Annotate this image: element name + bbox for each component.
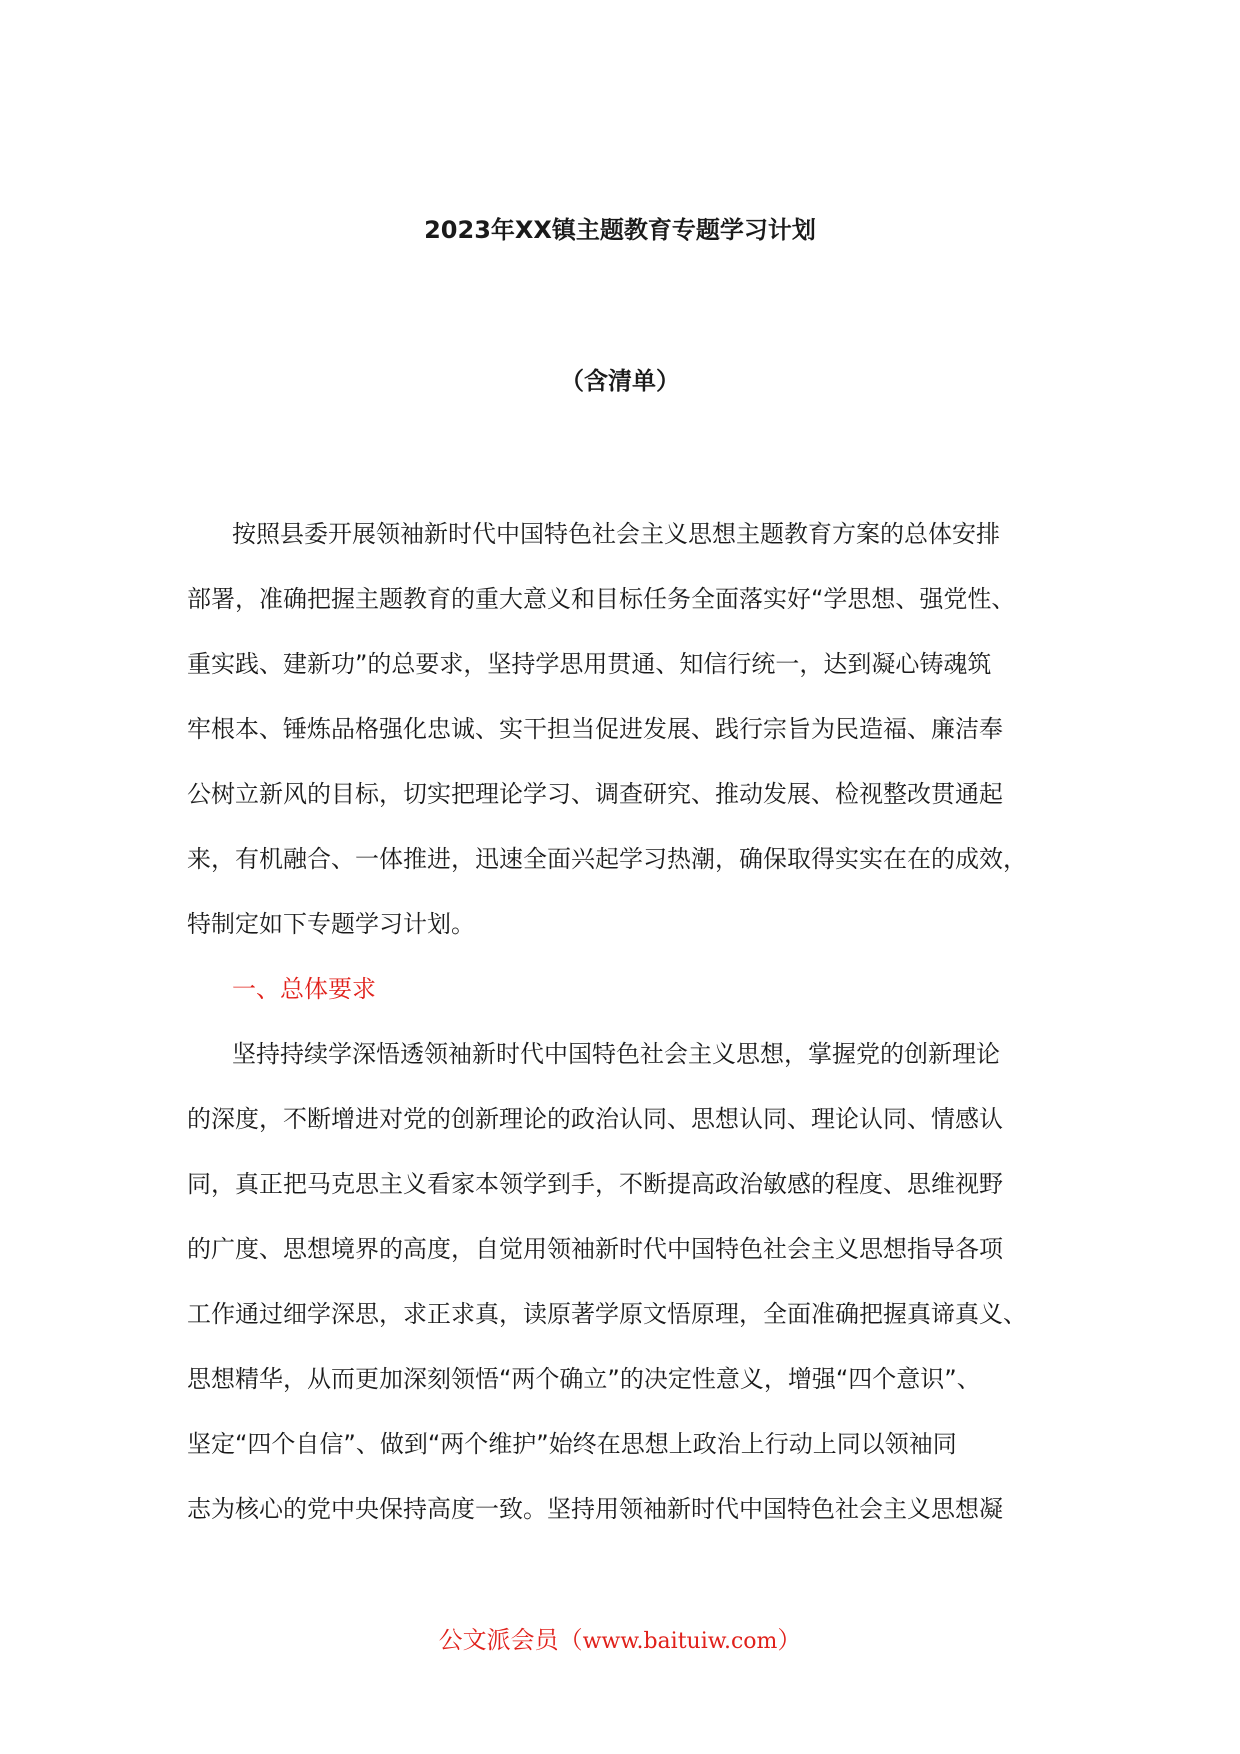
paragraph-line: 志为核心的党中央保持高度一致。坚持用领袖新时代中国特色社会主义思想凝 [187,1495,1003,1523]
paragraph-line: 部署，准确把握主题教育的重大意义和目标任务全面落实好“学思想、强党性、 [187,585,1016,613]
paragraph-line: 重实践、建新功”的总要求，坚持学思用贯通、知信行统一，达到凝心铸魂筑 [187,650,992,678]
document-title: 2023年XX镇主题教育专题学习计划 [424,216,816,244]
paragraph-line: 的广度、思想境界的高度，自觉用领袖新时代中国特色社会主义思想指导各项 [187,1235,1003,1263]
paragraph-line: 坚定“四个自信”、做到“两个维护”始终在思想上政治上行动上同以领袖同 [187,1430,957,1458]
paragraph-line: 来，有机融合、一体推进，迅速全面兴起学习热潮，确保取得实实在在的成效， [187,845,1027,873]
paragraph-line: 思想精华，从而更加深刻领悟“两个确立”的决定性意义，增强“四个意识”、 [187,1365,981,1393]
footer-url-link[interactable]: www.baituiw.com [582,1629,778,1654]
paragraph-line: 的深度，不断增进对党的创新理论的政治认同、思想认同、理论认同、情感认 [187,1105,1003,1133]
paragraph-line: 同，真正把马克思主义看家本领学到手，不断提高政治敏感的程度、思维视野 [187,1170,1003,1198]
document-body [187,502,1057,1542]
paragraph-line: 牢根本、锤炼品格强化忠诚、实干担当促进发展、践行宗旨为民造福、廉洁奉 [187,715,1003,743]
paragraph-line: 工作通过细学深思，求正求真，读原著学原文悟原理，全面准确把握真谛真义、 [187,1300,1027,1328]
document-subtitle: （含清单） [560,367,680,395]
footer-close: ） [777,1626,802,1654]
footer-label: 公文派会员（ [438,1626,583,1654]
section-heading: 一、总体要求 [232,975,376,1003]
paragraph-line: 特制定如下专题学习计划。 [187,910,475,938]
footer-watermark [0,1620,1240,1655]
paragraph-line: 按照县委开展领袖新时代中国特色社会主义思想主题教育方案的总体安排 [232,520,1000,548]
paragraph-line: 公树立新风的目标，切实把理论学习、调查研究、推动发展、检视整改贯通起 [187,780,1003,808]
paragraph-line: 坚持持续学深悟透领袖新时代中国特色社会主义思想，掌握党的创新理论 [232,1040,1000,1068]
